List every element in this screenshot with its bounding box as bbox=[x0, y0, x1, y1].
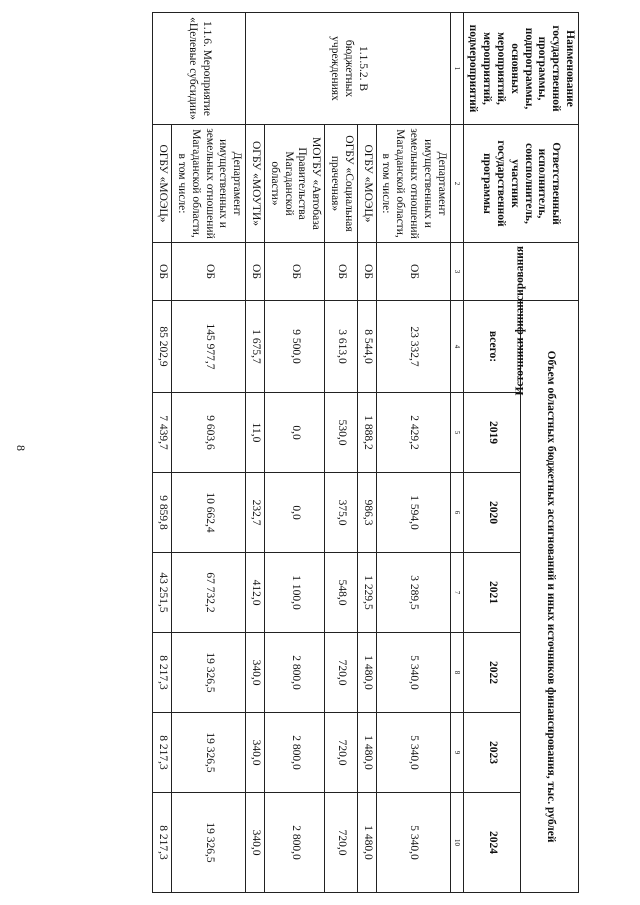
value-cell-2022: 5 340,0 bbox=[376, 633, 450, 713]
value-cell-2024: 1 480,0 bbox=[357, 793, 376, 893]
table-row bbox=[153, 13, 172, 893]
value-cell-2024: 19 326,5 bbox=[172, 793, 246, 893]
value-cell-2023: 720,0 bbox=[325, 713, 358, 793]
table-row bbox=[325, 13, 358, 893]
column-number: 1 bbox=[450, 13, 463, 125]
value-cell-2024: 340,0 bbox=[246, 793, 265, 893]
column-number: 10 bbox=[450, 793, 463, 893]
value-cell-2023: 1 480,0 bbox=[357, 713, 376, 793]
header-year: 2021 bbox=[463, 553, 521, 633]
source-cell: ОБ bbox=[265, 243, 325, 301]
value-cell-2024: 5 340,0 bbox=[376, 793, 450, 893]
header-funding-source-text: Источники финансирования bbox=[513, 246, 526, 396]
value-cell-2021: 43 251,5 bbox=[153, 553, 172, 633]
value-cell-2020: 10 662,4 bbox=[172, 473, 246, 553]
value-cell-total: 8 544,0 bbox=[357, 301, 376, 393]
value-cell-2023: 340,0 bbox=[246, 713, 265, 793]
table-row bbox=[265, 13, 325, 893]
source-cell: ОБ bbox=[246, 243, 265, 301]
column-number: 8 bbox=[450, 633, 463, 713]
value-cell-2021: 412,0 bbox=[246, 553, 265, 633]
value-cell-total: 1 675,7 bbox=[246, 301, 265, 393]
table-row bbox=[246, 13, 265, 893]
value-cell-2020: 9 859,8 bbox=[153, 473, 172, 553]
executor-cell: ОГБУ «Социальная прачечная» bbox=[325, 125, 358, 243]
value-cell-2021: 3 289,5 bbox=[376, 553, 450, 633]
column-number: 6 bbox=[450, 473, 463, 553]
value-cell-2019: 9 603,6 bbox=[172, 393, 246, 473]
value-cell-2024: 2 800,0 bbox=[265, 793, 325, 893]
value-cell-total: 9 500,0 bbox=[265, 301, 325, 393]
value-cell-2022: 2 800,0 bbox=[265, 633, 325, 713]
page-number: 8 bbox=[14, 445, 28, 451]
column-number: 7 bbox=[450, 553, 463, 633]
executor-cell: Департамент имущественных и земельных отношений Магаданской области, в том числе: bbox=[376, 125, 450, 243]
value-cell-2023: 19 326,5 bbox=[172, 713, 246, 793]
value-cell-2020: 375,0 bbox=[325, 473, 358, 553]
header-year: 2023 bbox=[463, 713, 521, 793]
value-cell-2021: 1 100,0 bbox=[265, 553, 325, 633]
value-cell-2023: 5 340,0 bbox=[376, 713, 450, 793]
value-cell-2024: 720,0 bbox=[325, 793, 358, 893]
header-year: всего: bbox=[463, 301, 521, 393]
value-cell-2020: 232,7 bbox=[246, 473, 265, 553]
column-number: 9 bbox=[450, 713, 463, 793]
program-name-cell: 1.1.5.2. В бюджетных учреждениях bbox=[246, 13, 450, 125]
executor-cell: ОГБУ «МОЭЦ» bbox=[357, 125, 376, 243]
value-cell-total: 3 613,0 bbox=[325, 301, 358, 393]
executor-cell: МОГБУ «Автобаза Правительства Магаданской области» bbox=[265, 125, 325, 243]
source-cell: ОБ bbox=[153, 243, 172, 301]
value-cell-2021: 1 229,5 bbox=[357, 553, 376, 633]
value-cell-2024: 8 217,3 bbox=[153, 793, 172, 893]
value-cell-2022: 19 326,5 bbox=[172, 633, 246, 713]
value-cell-2019: 1 888,2 bbox=[357, 393, 376, 473]
value-cell-2020: 1 594,0 bbox=[376, 473, 450, 553]
column-number: 2 bbox=[450, 125, 463, 243]
table-row bbox=[357, 13, 376, 893]
value-cell-2019: 0,0 bbox=[265, 393, 325, 473]
value-cell-2023: 8 217,3 bbox=[153, 713, 172, 793]
source-cell: ОБ bbox=[376, 243, 450, 301]
value-cell-2021: 548,0 bbox=[325, 553, 358, 633]
source-cell: ОБ bbox=[357, 243, 376, 301]
value-cell-2022: 720,0 bbox=[325, 633, 358, 713]
value-cell-2023: 2 800,0 bbox=[265, 713, 325, 793]
header-year: 2022 bbox=[463, 633, 521, 713]
value-cell-2021: 67 732,2 bbox=[172, 553, 246, 633]
value-cell-total: 145 977,7 bbox=[172, 301, 246, 393]
value-cell-total: 23 332,7 bbox=[376, 301, 450, 393]
column-number: 5 bbox=[450, 393, 463, 473]
header-year: 2024 bbox=[463, 793, 521, 893]
value-cell-2020: 0,0 bbox=[265, 473, 325, 553]
header-executor: Ответственный исполнитель, соисполнитель, участник государственной программы bbox=[463, 125, 578, 243]
header-program-name: Наименование государственной программы, подпрограммы, основных мероприятий, мероприятий, подмероприятий bbox=[463, 13, 578, 125]
column-numbers-row bbox=[450, 13, 463, 893]
column-number: 4 bbox=[450, 301, 463, 393]
header-year: 2019 bbox=[463, 393, 521, 473]
value-cell-2019: 530,0 bbox=[325, 393, 358, 473]
source-cell: ОБ bbox=[325, 243, 358, 301]
executor-cell: Департамент имущественных и земельных отношений Магаданской области, в том числе: bbox=[172, 125, 246, 243]
value-cell-2022: 1 480,0 bbox=[357, 633, 376, 713]
table-row bbox=[172, 13, 246, 893]
value-cell-2019: 7 439,7 bbox=[153, 393, 172, 473]
budget-table bbox=[152, 12, 579, 893]
value-cell-2022: 340,0 bbox=[246, 633, 265, 713]
table-row bbox=[376, 13, 450, 893]
source-cell: ОБ bbox=[172, 243, 246, 301]
value-cell-total: 85 202,9 bbox=[153, 301, 172, 393]
value-cell-2019: 11,0 bbox=[246, 393, 265, 473]
executor-cell: ОГБУ «МОУТИ» bbox=[246, 125, 265, 243]
column-number: 3 bbox=[450, 243, 463, 301]
value-cell-2022: 8 217,3 bbox=[153, 633, 172, 713]
value-cell-2019: 2 429,2 bbox=[376, 393, 450, 473]
header-year: 2020 bbox=[463, 473, 521, 553]
value-cell-2020: 986,3 bbox=[357, 473, 376, 553]
header-budget-volume: Объем областных бюджетных ассигнований и иных источников финансирования, тыс. рублей bbox=[521, 301, 579, 893]
program-name-cell: 1.1.6. Мероприятие «Целевые субсидии» bbox=[153, 13, 246, 125]
executor-cell: ОГБУ «МОЭЦ» bbox=[153, 125, 172, 243]
